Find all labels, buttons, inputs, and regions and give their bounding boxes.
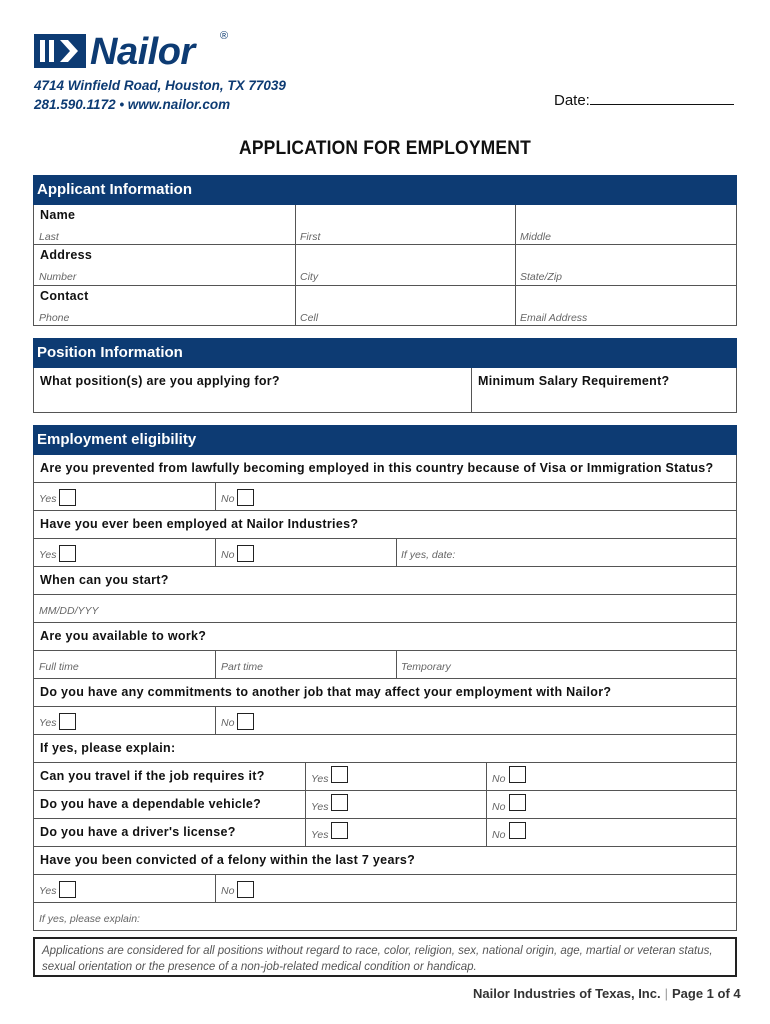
vehicle-yes-checkbox[interactable]	[331, 794, 348, 811]
commit-no-checkbox[interactable]	[237, 713, 254, 730]
license-yes-label: Yes	[311, 829, 329, 841]
start-question: When can you start?	[40, 573, 169, 587]
start-answer-row[interactable]	[34, 595, 736, 623]
felony-no-label: No	[221, 885, 235, 897]
license-row	[34, 819, 736, 847]
vehicle-row	[34, 791, 736, 819]
travel-question: Can you travel if the job requires it?	[40, 769, 265, 783]
travel-yes-checkbox[interactable]	[331, 766, 348, 783]
visa-question-row	[34, 455, 736, 483]
vehicle-no-label: No	[492, 801, 506, 813]
company-address: 4714 Winfield Road, Houston, TX 77039	[34, 78, 286, 93]
commit-explain-row[interactable]	[34, 735, 736, 763]
avail-full-time[interactable]: Full time	[39, 661, 79, 673]
felony-no-checkbox[interactable]	[237, 881, 254, 898]
footer-company: Nailor Industries of Texas, Inc.	[473, 986, 661, 1001]
vehicle-question: Do you have a dependable vehicle?	[40, 797, 262, 811]
felony-yes-checkbox[interactable]	[59, 881, 76, 898]
nailor-logo-icon	[34, 34, 86, 68]
avail-temporary[interactable]: Temporary	[401, 661, 451, 673]
available-question: Are you available to work?	[40, 629, 207, 643]
name-row[interactable]	[34, 205, 736, 245]
travel-row	[34, 763, 736, 791]
license-no-checkbox[interactable]	[509, 822, 526, 839]
available-answer-row	[34, 651, 736, 679]
commit-no-label: No	[221, 717, 235, 729]
address-number: Number	[39, 271, 77, 283]
commit-answer-row	[34, 707, 736, 735]
position-row[interactable]	[34, 368, 736, 413]
registered-mark: ®	[220, 30, 229, 42]
visa-no-label: No	[221, 493, 235, 505]
address-state-zip: State/Zip	[520, 271, 563, 283]
prior-no-checkbox[interactable]	[237, 545, 254, 562]
commit-yes-checkbox[interactable]	[59, 713, 76, 730]
felony-explain-row[interactable]	[34, 903, 736, 931]
contact-cell: Cell	[300, 312, 319, 324]
position-grid	[33, 368, 737, 413]
applicant-grid	[33, 205, 737, 326]
company-logo	[34, 30, 234, 74]
commit-yes-label: Yes	[39, 717, 57, 729]
travel-no-label: No	[492, 773, 506, 785]
section-position-header: Position Information	[33, 338, 737, 368]
visa-yes-checkbox[interactable]	[59, 489, 76, 506]
travel-yes-label: Yes	[311, 773, 329, 785]
position-question: What position(s) are you applying for?	[40, 374, 280, 388]
felony-explain-label: If yes, please explain:	[39, 913, 140, 925]
address-row[interactable]	[34, 245, 736, 286]
felony-answer-row	[34, 875, 736, 903]
prior-question-row	[34, 511, 736, 539]
felony-yes-label: Yes	[39, 885, 57, 897]
date-field[interactable]	[554, 90, 734, 109]
address-label: Address	[40, 248, 93, 262]
license-no-label: No	[492, 829, 506, 841]
felony-question-row	[34, 847, 736, 875]
contact-phone: Phone	[39, 312, 70, 324]
visa-yes-label: Yes	[39, 493, 57, 505]
address-city: City	[300, 271, 319, 283]
vehicle-yes-label: Yes	[311, 801, 329, 813]
prior-no-label: No	[221, 549, 235, 561]
date-label: Date:	[554, 92, 590, 109]
commit-question: Do you have any commitments to another job that may affect your employment with Nailor?	[40, 685, 612, 699]
contact-email: Email Address	[520, 312, 588, 324]
available-question-row	[34, 623, 736, 651]
eligibility-grid	[33, 455, 737, 931]
prior-date-label[interactable]: If yes, date:	[401, 549, 456, 561]
license-question: Do you have a driver's license?	[40, 825, 236, 839]
date-line[interactable]	[590, 90, 734, 105]
start-date-placeholder[interactable]: MM/DD/YYY	[39, 605, 99, 617]
avail-part-time[interactable]: Part time	[221, 661, 264, 673]
footer-separator: |	[664, 986, 668, 1001]
commit-explain-label: If yes, please explain:	[40, 741, 176, 755]
felony-question: Have you been convicted of a felony within the last 7 years?	[40, 853, 416, 867]
eeo-disclaimer: Applications are considered for all positions without regard to race, color, religion, sex, national origin, age, martial or veteran status, sexual orientation or the presence of a non-job-related medical condition or handicap.	[33, 937, 737, 977]
prior-question: Have you ever been employed at Nailor Industries?	[40, 517, 359, 531]
company-contact: 281.590.1172 • www.nailor.com	[34, 97, 231, 112]
prior-yes-checkbox[interactable]	[59, 545, 76, 562]
license-yes-checkbox[interactable]	[331, 822, 348, 839]
name-first: First	[300, 231, 321, 243]
section-eligibility-header: Employment eligibility	[33, 425, 737, 455]
prior-yes-label: Yes	[39, 549, 57, 561]
visa-question: Are you prevented from lawfully becoming employed in this country because of Visa or Immigration Status?	[40, 461, 714, 475]
salary-question: Minimum Salary Requirement?	[478, 374, 670, 388]
visa-answer-row	[34, 483, 736, 511]
page-footer	[473, 986, 741, 1001]
section-applicant-header: Applicant Information	[33, 175, 737, 205]
contact-label: Contact	[40, 289, 89, 303]
form-title: APPLICATION FOR EMPLOYMENT	[239, 138, 531, 159]
vehicle-no-checkbox[interactable]	[509, 794, 526, 811]
footer-page-number: Page 1 of 4	[671, 986, 741, 1001]
name-middle: Middle	[520, 231, 551, 243]
start-question-row	[34, 567, 736, 595]
visa-no-checkbox[interactable]	[237, 489, 254, 506]
contact-row[interactable]	[34, 286, 736, 326]
name-last: Last	[39, 231, 59, 243]
name-label: Name	[40, 208, 76, 222]
commit-question-row	[34, 679, 736, 707]
logo-wordmark: Nailor	[90, 31, 195, 73]
prior-answer-row	[34, 539, 736, 567]
company-address-block	[34, 76, 286, 114]
travel-no-checkbox[interactable]	[509, 766, 526, 783]
